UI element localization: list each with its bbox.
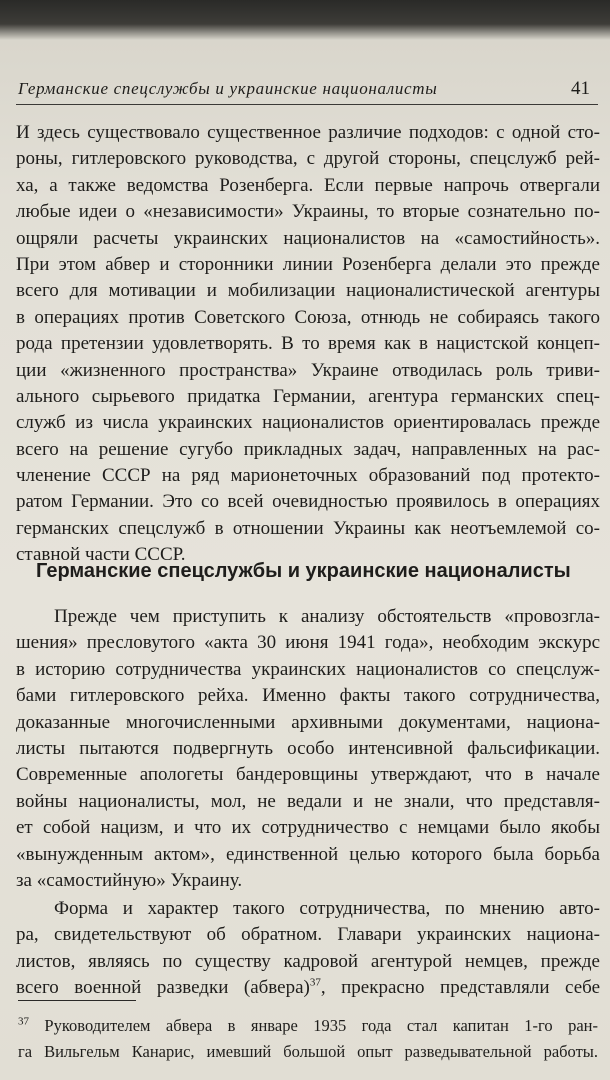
text-line: шения» пресловутого «акта 30 июня 1941 года», необходим экскурс [16, 632, 600, 654]
text-fragment: всего военной разведки (абвера) [16, 977, 310, 999]
text-line: ощряли расчеты украинских националистов на «самостийность». [16, 227, 600, 249]
section-heading: Германские спецслужбы и украинские националисты [36, 560, 571, 582]
text-line: Прежде чем приступить к анализу обстоятельств «провозгла- [54, 606, 600, 627]
text-line: листы пытаются подвергнуть особо интенсивной фальсификации. [16, 737, 600, 759]
footnote-divider [18, 1000, 136, 1001]
text-line-with-note [16, 975, 600, 1001]
footnote-line [18, 1014, 598, 1040]
text-line: ет собой нацизм, и что их сотрудничество с немцами было якобы [16, 817, 600, 839]
text-line: доказанные многочисленными архивными документами, национа- [16, 711, 600, 733]
text-line: При этом абвер и сторонники линии Розенберга делали это прежде [16, 253, 600, 275]
paragraph-3 [16, 896, 600, 1002]
footnote-reference[interactable]: 37 [309, 976, 321, 989]
text-line: рода претензии удовлетворять. В то время как в нацистской концеп- [16, 333, 600, 355]
text-line: листов, являясь по существу кадровой агентурой немцев, прежде [16, 950, 600, 972]
text-line: в операциях против Советского Союза, отнюдь не собираясь такого [16, 306, 600, 328]
footnote-number: 37 [18, 1015, 29, 1028]
running-head [16, 76, 598, 105]
paragraph-1 [16, 120, 600, 569]
text-line: «вынужденным актом», единственной целью которого была борьба [16, 843, 600, 865]
text-line: ального сырьевого придатка Германии, агентура германских спец- [16, 385, 600, 407]
text-line: роны, гитлеровского руководства, с другой стороны, спецслужб рей- [16, 148, 600, 170]
text-line: войны националисты, мол, не ведали и не знали, что представля- [16, 790, 600, 812]
text-line: ха, а также ведомства Розенберга. Если первые напрочь отвергали [16, 174, 600, 196]
footnote-line: га Вильгельм Канарис, имевший большой опыт разведывательной работы. [18, 1042, 598, 1062]
footnote [18, 1014, 598, 1064]
text-line: любые идеи о «независимости» Украины, то вторые сознательно по- [16, 201, 600, 223]
running-title: Германские спецслужбы и украинские националисты [18, 79, 438, 98]
text-line: ратом Германии. Это со всей очевидностью проявилось в операциях [16, 491, 600, 513]
text-line: ставной части СССР. [16, 544, 186, 566]
paragraph-2 [16, 604, 600, 894]
text-line: ции «жизненного пространства» Украине отводилась роль триви- [16, 359, 600, 381]
text-line: Современные апологеты бандеровщины утверждают, что в начале [16, 764, 600, 786]
text-line: бами гитлеровского рейха. Именно факты такого сотрудничества, [16, 685, 600, 707]
text-fragment: , прекрасно представляли себе [320, 977, 600, 999]
text-line: ра, свидетельствуют об обратном. Главари украинских национа- [16, 924, 600, 946]
text-line: служб из числа украинских националистов ориентировалась прежде [16, 412, 600, 434]
text-line: И здесь существовало существенное различие подходов: с одной сто- [16, 122, 600, 143]
footnote-text: Руководителем абвера в январе 1935 года стал капитан 1-го ран- [29, 1016, 598, 1035]
page-number: 41 [571, 78, 590, 99]
text-line: членение СССР на ряд марионеточных образований под протекто- [16, 465, 600, 487]
text-line: Форма и характер такого сотрудничества, по мнению авто- [54, 898, 600, 919]
text-line: всего на решение сугубо прикладных задач, направленных на рас- [16, 438, 600, 460]
text-line: германских спецслужб в отношении Украины как неотъемлемой со- [16, 517, 600, 539]
text-line: в историю сотрудничества украинских националистов со спецслуж- [16, 658, 600, 680]
text-line: всего для мотивации и мобилизации националистической агентуры [16, 280, 600, 302]
text-line: за «самостийную» Украину. [16, 869, 243, 891]
